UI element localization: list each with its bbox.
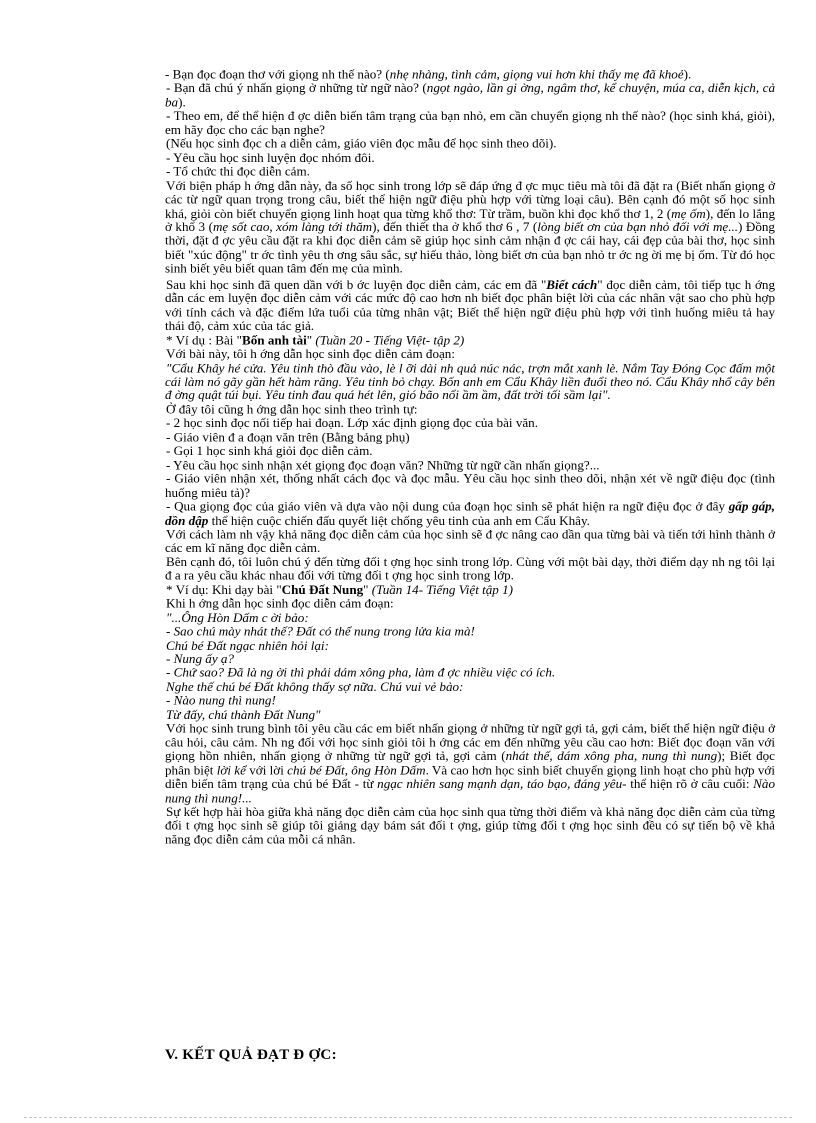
text-run: ), đến lo lắng ở khổ 3 (	[165, 205, 775, 235]
emphasized-text: Từ đấy, chú thành Đất Nung"	[166, 707, 321, 722]
text-run: * Ví dụ : Bài "	[166, 332, 243, 347]
emphasized-text: chú bé Đất, ông Hòn Dấm	[287, 762, 426, 778]
paragraph	[165, 334, 775, 348]
text-run: - Theo em, để thể hiện đ ợc diễn biến tâm trạng của bạn nhỏ, em cần chuyển giọng nh thế nào? (học sinh khá, giỏi), em hãy đọc cho các bạn nghe?	[165, 108, 775, 137]
text-run: "	[306, 332, 316, 347]
paragraph	[165, 625, 775, 639]
paragraph	[165, 431, 775, 445]
emphasized-text: - Chứ sao? Đã là ng ời thì phải dám xông pha, làm đ ợc nhiều việc có ích.	[166, 665, 556, 680]
emphasized-text: nhẹ nhàng, tình cảm, giọng vui hơn khi thấy mẹ đã khoẻ	[389, 67, 684, 82]
text-run: với lời	[245, 762, 288, 778]
emphasized-text: Biết cách	[546, 277, 598, 292]
emphasized-text: - Nung ấy ạ?	[166, 651, 235, 667]
text-run: - Bạn đọc đoạn thơ với giọng nh thế nào? (	[165, 67, 390, 82]
paragraph	[165, 611, 775, 625]
text-run: - Yêu cầu học sinh nhận xét giọng đọc đoạn văn? Những từ ngữ cần nhấn giọng?...	[166, 457, 600, 472]
text-run: Với cách làm nh vậy khả năng đọc diễn cảm của học sinh sẽ đ ợc nâng cao dần qua từng bài và tiến tới hình thành ở các em kĩ năng đọc diễn cảm.	[165, 526, 775, 556]
text-run: - 2 học sinh đọc nối tiếp hai đoạn. Lớp xác định giọng đọc của bài văn.	[166, 415, 539, 431]
paragraph	[165, 110, 775, 138]
text-run: Sự kết hợp hài hòa giữa khả năng đọc diễn cảm của học sinh qua từng thời điểm và khả năng đọc diễn cảm của từng đối t ợng học sinh sẽ giúp tôi giảng dạy bám sát đối t ợng, giúp từng đối t ợng học sinh đều có sự tiến bộ về khả năng đọc diễn cảm của mỗi cá nhân.	[165, 804, 775, 847]
paragraph	[165, 278, 775, 334]
paragraph	[165, 653, 775, 667]
paragraph	[165, 68, 775, 82]
text-run: "	[363, 582, 372, 597]
paragraph	[165, 151, 775, 165]
paragraph	[165, 667, 775, 681]
emphasized-text: Chú Đất Nung	[281, 582, 364, 597]
paragraph	[165, 708, 775, 722]
section-heading: V. KẾT QUẢ ĐẠT Đ ỢC:	[165, 1047, 337, 1063]
text-run: Khi h ớng dẫn học sinh đọc diễn cảm đoạn:	[166, 596, 394, 611]
paragraph	[165, 403, 775, 417]
text-run: ), đến thiết tha ở khổ thơ 6 , 7 (	[372, 219, 538, 235]
paragraph	[165, 680, 775, 694]
emphasized-text: gấp gáp, dồn dập	[165, 499, 775, 528]
paragraph	[165, 639, 775, 653]
emphasized-text: mẹ sốt cao, xóm làng tới thăm	[212, 219, 373, 235]
text-run: Với bài này, tôi h ớng dẫn học sinh đọc diễn cảm đoạn:	[166, 346, 455, 361]
emphasized-text: - Sao chú mày nhát thế? Đất có thể nung trong lửa kia mà!	[166, 623, 475, 639]
emphasized-text: - Nào nung thì nung!	[166, 693, 276, 708]
text-run: - Tổ chức thi đọc diễn cảm.	[166, 164, 310, 179]
paragraph	[165, 500, 775, 528]
page-bottom-divider	[24, 1117, 792, 1118]
paragraph	[165, 722, 775, 805]
paragraph	[165, 347, 775, 361]
text-run: . Và cao hơn học sinh biết chuyển giọng linh hoạt cho phù hợp với diễn biến tâm trạng của chú bé Đất - từ	[165, 762, 775, 791]
paragraph	[165, 805, 775, 847]
paragraph	[165, 361, 775, 403]
emphasized-text: lời kể	[216, 762, 246, 778]
text-run: " đọc diễn cảm, tôi tiếp tục h ớng dẫn các em luyện đọc diễn cảm với các mức độ cao hơn nh biết đọc phân biệt lời của các nhân vật sao cho phù hợp với tính cách và đặc điểm lứa tuổi của từng nhân vật; Biết thể hiện ngữ điệu phù hợp với tình huống miêu tả hay thái độ, cảm xúc của tác giả.	[165, 277, 775, 334]
emphasized-text: ngạc nhiên sang mạnh dạn, táo bạo, đáng yêu	[377, 776, 623, 791]
emphasized-text: mẹ ốm	[671, 205, 706, 221]
text-run: ) Đồng thời, đặt đ ợc yêu cầu đặt ra khi đọc diễn cảm sẽ giúp học sinh cảm nhận đ ợc cái hay, cái đẹp của bài thơ, học sinh biết "xúc động" tr ớc tình yêu th ơng sâu sắc, sự hiếu thảo, lòng biết ơn của bạn nhỏ tr ớc ng ời mẹ bị ốm. Từ đó học sinh biết yêu biết quan tâm đến mẹ của mình.	[165, 219, 775, 276]
emphasized-text: "Cẩu Khây hé cửa. Yêu tinh thò đầu vào, lè l ỡi dài nh quả núc nác, trợn mắt xanh lè. Nắm Tay Đóng Cọc đấm một cái làm nó gãy gần hết hàm răng. Yêu tinh bỏ chạy. Bốn anh em Cẩu Khây liền đuổi theo nó. Cẩu Khây nhổ cây bên đ ờng quật túi bụi. Yêu tinh đau quá hét lên, gió bão nổi ầm ầm, đất trời tối sầm lại".	[165, 360, 775, 403]
text-run: * Ví dụ: Khi dạy bài "	[166, 582, 282, 597]
document-body	[165, 68, 775, 847]
emphasized-text: nhát thế, dám xông pha, nung thì nung	[505, 748, 718, 764]
emphasized-text: "...Ông Hòn Dấm c ời bảo:	[166, 610, 309, 625]
text-run: Với học sinh trung bình tôi yêu cầu các em biết nhấn giọng ở những từ ngữ gợi tả, gợi cảm, biết thể hiện ngữ điệu ở câu hỏi, câu cảm. Nh ng đối với học sinh giỏi tôi h ớng các em đến những yêu cầu cao hơn: Biết đọc đoạn văn với giọng hồn nhiên, nhấn giọng ở những từ ngữ gợi tả, gợi cảm (	[165, 721, 775, 764]
emphasized-text: Nào nung thì nung!...	[165, 776, 775, 805]
text-run: - Giáo viên đ a đoạn văn trên (Bằng bảng phụ)	[166, 429, 410, 445]
emphasized-text: (Tuần 20 - Tiếng Việt- tập 2)	[315, 332, 465, 347]
text-run: Bên cạnh đó, tôi luôn chú ý đến từng đối t ợng học sinh trong lớp. Cùng với một bài dạy, thời điểm dạy nh ng tôi lại đ a ra yêu cầu khác nhau đối với từng đối t ợng học sinh trong lớp.	[165, 554, 775, 583]
emphasized-text: lòng biết ơn của bạn nhỏ đối với mẹ...	[537, 219, 739, 235]
paragraph	[165, 556, 775, 584]
emphasized-text: Bốn anh tài	[242, 332, 307, 347]
text-run: - Bạn đã chú ý nhấn giọng ở những từ ngữ nào? (	[166, 80, 427, 96]
paragraph	[165, 137, 775, 151]
emphasized-text: Chú bé Đất ngạc nhiên hỏi lại:	[166, 637, 329, 653]
paragraph	[165, 528, 775, 556]
text-run: ).	[683, 67, 692, 82]
paragraph	[165, 445, 775, 459]
paragraph	[165, 165, 775, 179]
paragraph	[165, 458, 775, 472]
paragraph	[165, 694, 775, 708]
emphasized-text: ngọt ngào, lần gi ờng, ngâm thơ, kể chuyện, múa ca, diễn kịch, cả ba	[165, 80, 775, 110]
emphasized-text: Nghe thế chú bé Đất không thấy sợ nữa. Chú vui vẻ bảo:	[166, 679, 464, 694]
text-run: ); Biết đọc phân biệt	[165, 748, 775, 778]
text-run: - thể hiện rõ ở câu cuối:	[622, 776, 754, 791]
paragraph	[165, 82, 775, 110]
paragraph	[165, 597, 775, 611]
paragraph	[165, 472, 775, 500]
text-run: Ở đây tôi cũng h ớng dẫn học sinh theo trình tự:	[166, 401, 418, 417]
paragraph	[165, 417, 775, 431]
paragraph	[165, 179, 775, 276]
text-run: ).	[178, 94, 186, 110]
text-run: (Nếu học sinh đọc ch a diễn cảm, giáo viên đọc mẫu để học sinh theo dõi).	[166, 136, 557, 151]
text-run: thể hiện cuộc chiến đấu quyết liệt chống yêu tinh của anh em Cẩu Khây.	[208, 512, 590, 528]
text-run: - Yêu cầu học sinh luyện đọc nhóm đôi.	[166, 150, 375, 165]
emphasized-text: (Tuần 14- Tiếng Việt tập 1)	[371, 582, 514, 597]
text-run: - Gọi 1 học sinh khá giỏi đọc diễn cảm.	[166, 443, 373, 458]
text-run: - Giáo viên nhận xét, thống nhất cách đọc và đọc mẫu. Yêu cầu học sinh theo dõi, nhận xét về ngữ điệu đọc (tình huống miêu tả)?	[165, 471, 775, 500]
text-run: - Qua giọng đọc của giáo viên và dựa vào nội dung của đoạn học sinh sẽ phát hiện ra ngữ điệu đọc ở đây	[166, 499, 729, 514]
paragraph	[165, 583, 775, 597]
text-run: Với biện pháp h ớng dẫn này, đa số học sinh trong lớp sẽ đáp ứng đ ợc mục tiêu mà tôi đã đặt ra (Biết nhấn giọng ở các từ ngữ quan trọng trong câu, biết thể hiện ngữ điệu phù hợp với từng loại câu). Bên cạnh đó một số học sinh khá, giỏi còn biết chuyển giọng linh hoạt qua từng khổ thơ: Từ trầm, buồn khi đọc khổ thơ 1, 2 (	[165, 178, 775, 221]
text-run: Sau khi học sinh đã quen dần với b ớc luyện đọc diễn cảm, các em đã "	[166, 277, 547, 292]
